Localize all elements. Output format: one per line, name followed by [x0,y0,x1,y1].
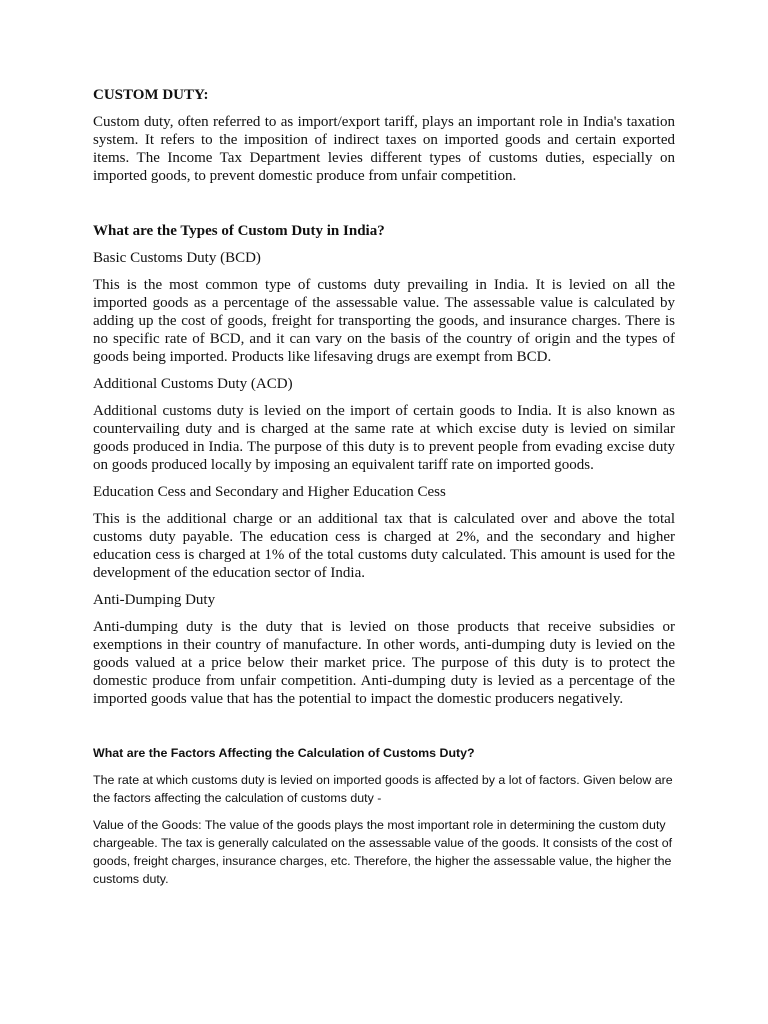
page-title: CUSTOM DUTY: [93,87,209,103]
anti-dumping-paragraph: Anti-dumping duty is the duty that is levied on those products that receive subsidies or exemptions in their country of manufacture. In other words, anti-dumping duty is levied on the goods valued at a price below their market price. The purpose of this duty is to protect the domestic produce from unfair competition. Anti-dumping duty is levied as a percentage of the imported goods value that has the potential to impact the domestic producers negatively. [93,619,675,707]
factors-intro-paragraph: The rate at which customs duty is levied on imported goods is affected by a lot of factors. Given below are the factors affecting the calculation of customs duty - [93,773,673,805]
bcd-heading: Basic Customs Duty (BCD) [93,250,261,266]
bcd-paragraph: This is the most common type of customs duty prevailing in India. It is levied on all the imported goods as a percentage of the assessable value. The assessable value is calculated by adding up the cost of goods, freight for transporting the goods, and insurance charges. There is no specific rate of BCD, and it can vary on the basis of the country of origin and the types of goods being imported. Products like lifesaving drugs are exempt from BCD. [93,277,675,365]
acd-heading: Additional Customs Duty (ACD) [93,376,293,392]
anti-dumping-heading: Anti-Dumping Duty [93,592,216,608]
education-cess-paragraph: This is the additional charge or an additional tax that is calculated over and above the total customs duty payable. The education cess is charged at 2%, and the secondary and higher education cess is charged at 1% of the total customs duty calculated. This amount is used for the development of the education sector of India. [93,511,675,581]
intro-paragraph: Custom duty, often referred to as import/export tariff, plays an important role in India's taxation system. It refers to the imposition of indirect taxes on imported goods and certain exported items. The Income Tax Department levies different types of customs duties, especially on imported goods, to prevent domestic produce from unfair competition. [93,114,675,184]
factors-heading: What are the Factors Affecting the Calculation of Customs Duty? [93,746,475,760]
education-cess-heading: Education Cess and Secondary and Higher Education Cess [93,484,446,500]
types-heading: What are the Types of Custom Duty in India? [93,223,385,239]
acd-paragraph: Additional customs duty is levied on the import of certain goods to India. It is also known as countervailing duty and is charged at the same rate at which excise duty is levied on similar goods produced in India. The purpose of this duty is to prevent people from evading excise duty on goods produced locally by imposing an equivalent tariff rate on imported goods. [93,403,675,473]
document-page [93,86,675,888]
factors-value-paragraph: Value of the Goods: The value of the goods plays the most important role in determining the custom duty chargeable. The tax is generally calculated on the assessable value of the goods. It consists of the cost of goods, freight charges, insurance charges, etc. Therefore, the higher the assessable value, the higher the customs duty. [93,818,673,886]
